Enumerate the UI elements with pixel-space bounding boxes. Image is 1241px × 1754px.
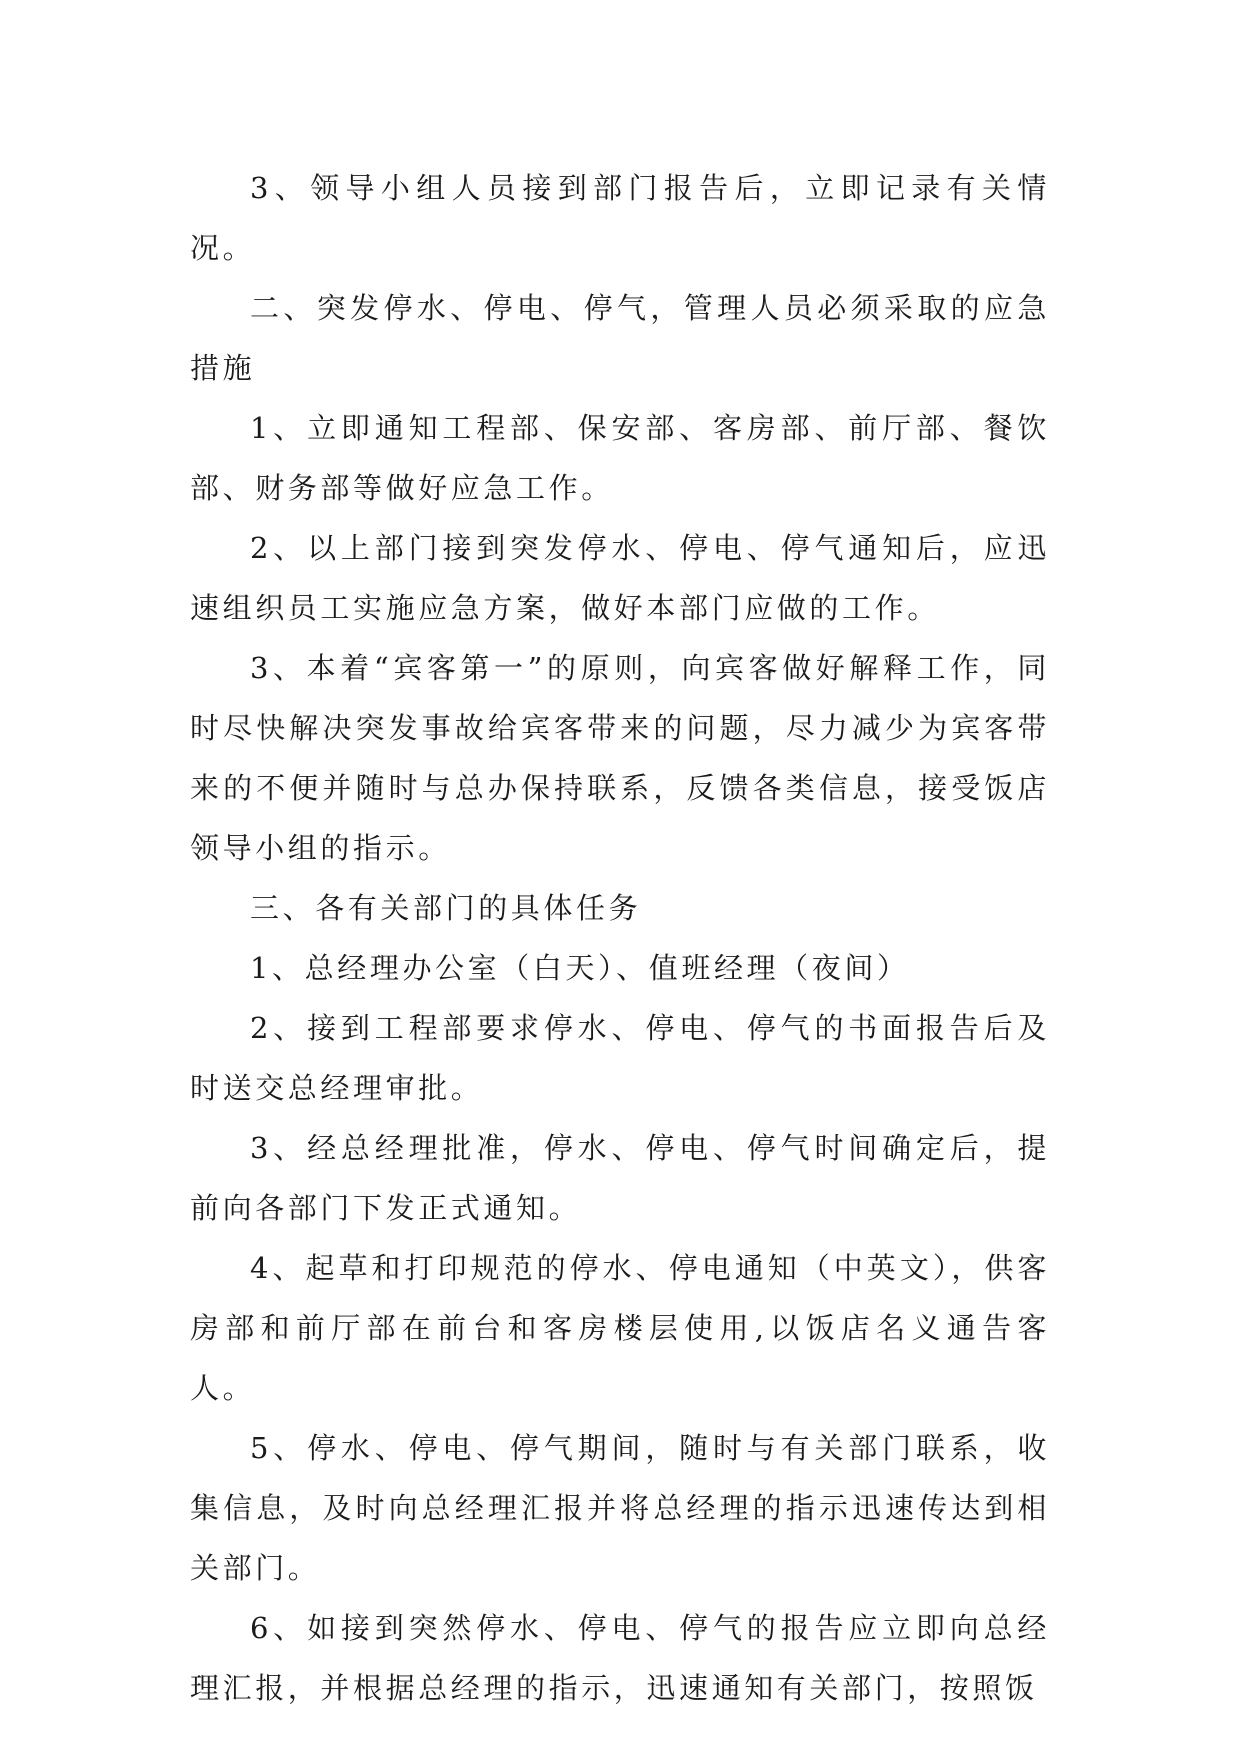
paragraph-departments-response: 2、以上部门接到突发停水、停电、停气通知后，应迅速组织员工实施应急方案，做好本部门应做的工作。 [190, 531, 1050, 625]
paragraph-leader-record: 3、领导小组人员接到部门报告后，立即记录有关情况。 [190, 171, 1050, 265]
paragraph-written-report: 2、接到工程部要求停水、停电、停气的书面报告后及时送交总经理审批。 [190, 1011, 1050, 1105]
document-body [190, 158, 1050, 1718]
paragraph-sudden-outage: 6、如接到突然停水、停电、停气的报告应立即向总经理汇报，并根据总经理的指示，迅速通知有关部门，按照饭 [190, 1611, 1050, 1705]
paragraph-notify-departments: 1、立即通知工程部、保安部、客房部、前厅部、餐饮部、财务部等做好应急工作。 [190, 411, 1050, 505]
heading-emergency-measures: 二、突发停水、停电、停气，管理人员必须采取的应急措施 [190, 291, 1050, 385]
paragraph-gm-office: 1、总经理办公室（白天）、值班经理（夜间） [250, 951, 910, 985]
paragraph-guest-first: 3、本着“宾客第一”的原则，向宾客做好解释工作，同时尽快解决突发事故给宾客带来的问题，尽力减少为宾客带来的不便并随时与总办保持联系，反馈各类信息，接受饭店领导小组的指示。 [190, 651, 1050, 865]
paragraph-during-outage: 5、停水、停电、停气期间，随时与有关部门联系，收集信息，及时向总经理汇报并将总经理的指示迅速传达到相关部门。 [190, 1431, 1050, 1585]
paragraph-formal-notice: 3、经总经理批准，停水、停电、停气时间确定后，提前向各部门下发正式通知。 [190, 1131, 1050, 1225]
paragraph-draft-notice: 4、起草和打印规范的停水、停电通知（中英文），供客房部和前厅部在前台和客房楼层使用,以饭店名义通告客人。 [190, 1251, 1050, 1405]
heading-department-tasks: 三、各有关部门的具体任务 [250, 891, 642, 925]
